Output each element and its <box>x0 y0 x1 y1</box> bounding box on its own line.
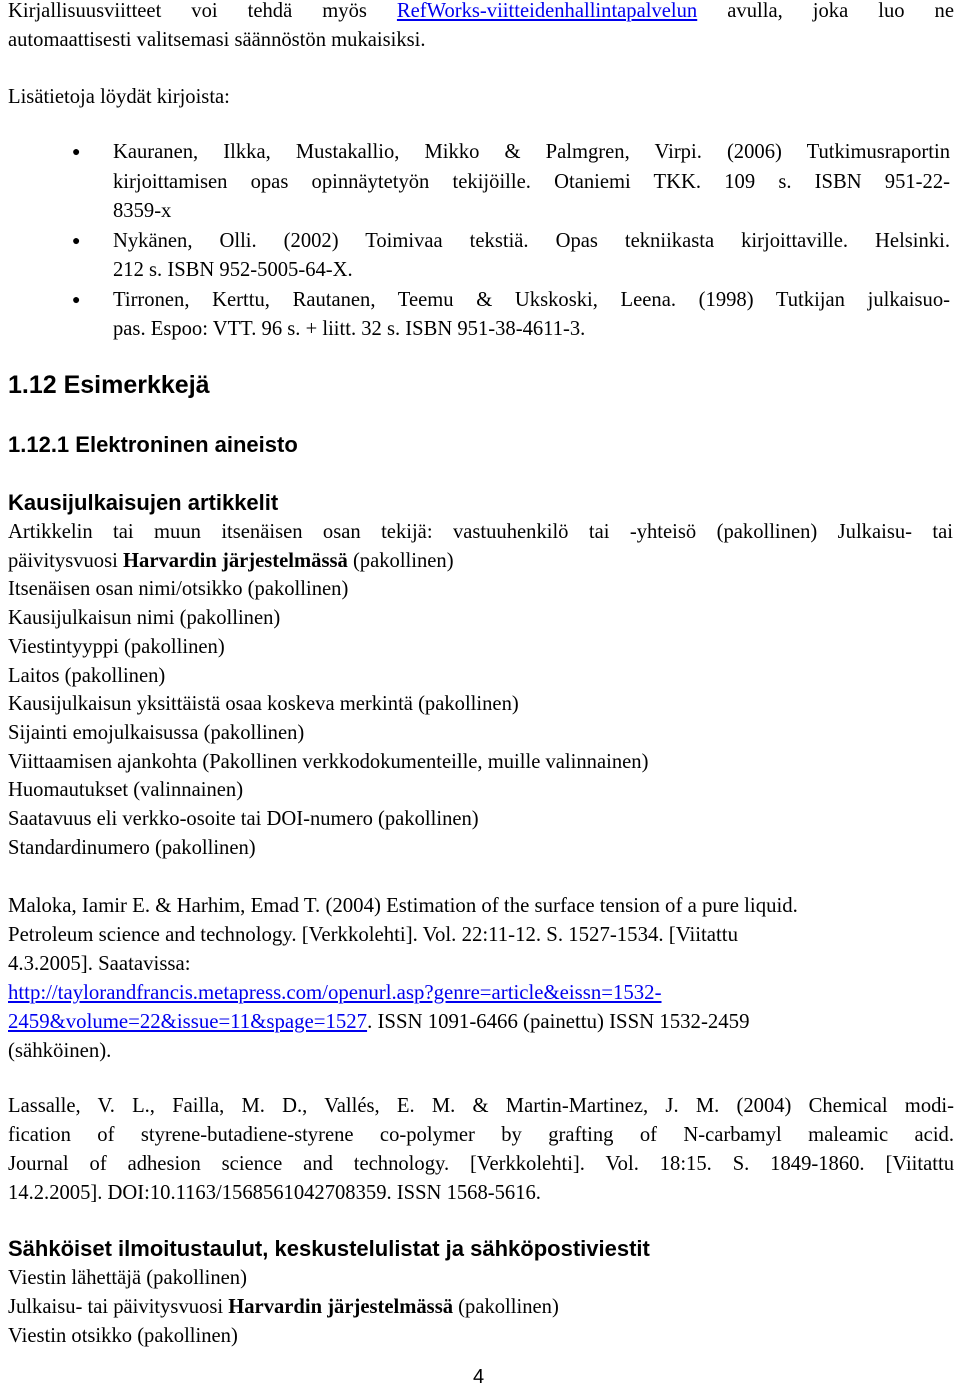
list-item: ● Nykänen, Olli. (2002) Toimivaa tekstiä. Opas tekniikasta kirjoittaville. Helsinki. 212 s. ISBN 952-5005-64-X. <box>0 227 950 286</box>
article-field-list: Artikkelin tai muun itsenäisen osan tekijä: vastuuhenkilö tai -yhteisö (pakollinen) Julkaisu- tai päivitysvuosi Harvardin järjestelmässä (pakollinen) Itsenäisen osan nimi/otsikko (pakollinen) Kausijulkaisun nimi (pakollinen) Viestintyyppi (pakollinen) Laitos (pakollinen) Kausijulkaisun yksittäistä osaa koskeva merkintä (pakollinen) Sijainti emojulkaisussa (pakollinen) Viittaamisen ajankohta (Pakollinen verkkodokumenteille, muille valinnainen) Huomautukset (valinnainen) Saatavuus eli verkko-osoite tai DOI-numero (pakollinen) Standardinumero (pakollinen) <box>8 521 953 859</box>
bulletin-heading: Sähköiset ilmoitustaulut, keskustelulistat ja sähköpostiviestit <box>8 1236 650 1261</box>
intro-line-2: automaattisesti valitsemasi säännöstön mukaisiksi. <box>8 29 426 51</box>
list-item: ● Kauranen, Ilkka, Mustakallio, Mikko & Palmgren, Virpi. (2006) Tutkimusraportin kirjoittamisen opas opinnäytetyön tekijöille. Otaniemi TKK. 109 s. ISBN 951-22- 8359-x <box>0 138 950 227</box>
bullet-icon: ● <box>72 145 81 160</box>
reference-list <box>0 138 950 345</box>
more-info-text: Lisätietoja löydät kirjoista: <box>8 86 230 108</box>
bullet-icon: ● <box>72 292 81 308</box>
intro-paragraph <box>8 0 954 55</box>
section-heading: 1.12 Esimerkkejä <box>8 371 210 399</box>
bulletin-field-list: Viestin lähettäjä (pakollinen) Julkaisu- tai päivitysvuosi Harvardin järjestelmässä (pakollinen) Viestin otsikko (pakollinen) <box>8 1267 559 1347</box>
articles-heading: Kausijulkaisujen artikkelit <box>8 490 279 515</box>
list-item: ● Tirronen, Kerttu, Rautanen, Teemu & Ukskoski, Leena. (1998) Tutkijan julkaisuo- pas. Espoo: VTT. 96 s. + liitt. 32 s. ISBN 951-38-4611-3. <box>0 286 950 345</box>
intro-line-1: Kirjallisuusviitteet voi tehdä myös RefWorks-viitteidenhallintapalvelun avulla, joka luo ne <box>8 0 954 22</box>
example-url-link[interactable]: http://taylorandfrancis.metapress.com/openurl.asp?genre=article&eissn=1532- <box>8 981 662 1004</box>
subsection-heading: 1.12.1 Elektroninen aineisto <box>8 432 298 457</box>
example-reference-2: Lassalle, V. L., Failla, M. D., Vallés, E. M. & Martin-Martinez, J. M. (2004) Chemical modi- fication of styrene-butadiene-styrene co-polymer by grafting of N-carbamyl maleamic acid. Journal of adhesion science and technology. [Verkkolehti]. Vol. 18:15. S. 1849-1860. [Viitattu 14.2.2005]. DOI:10.1163/1568561042708359. ISSN 1568-5616. <box>8 1095 954 1204</box>
page-number: 4 <box>473 1366 485 1388</box>
bullet-icon: ● <box>72 233 81 249</box>
example-reference-1: Maloka, Iamir E. & Harhim, Emad T. (2004) Estimation of the surface tension of a pure liquid. Petroleum science and technology. [Verkkolehti]. Vol. 22:11-12. S. 1527-1534. [Viitattu 4.3.2005]. Saatavissa: http://taylorandfrancis.metapress.com/openurl.asp?genre=article&eissn=1532- 2459&volume=22&issue=11&spage=1527. ISSN 1091-6466 (painettu) ISSN 1532-2459 (sähköinen). <box>8 894 798 1062</box>
example-url-link-continued[interactable]: 2459&volume=22&issue=11&spage=1527 <box>8 1010 368 1033</box>
refworks-link[interactable]: RefWorks-viitteidenhallintapalvelun <box>396 0 698 22</box>
